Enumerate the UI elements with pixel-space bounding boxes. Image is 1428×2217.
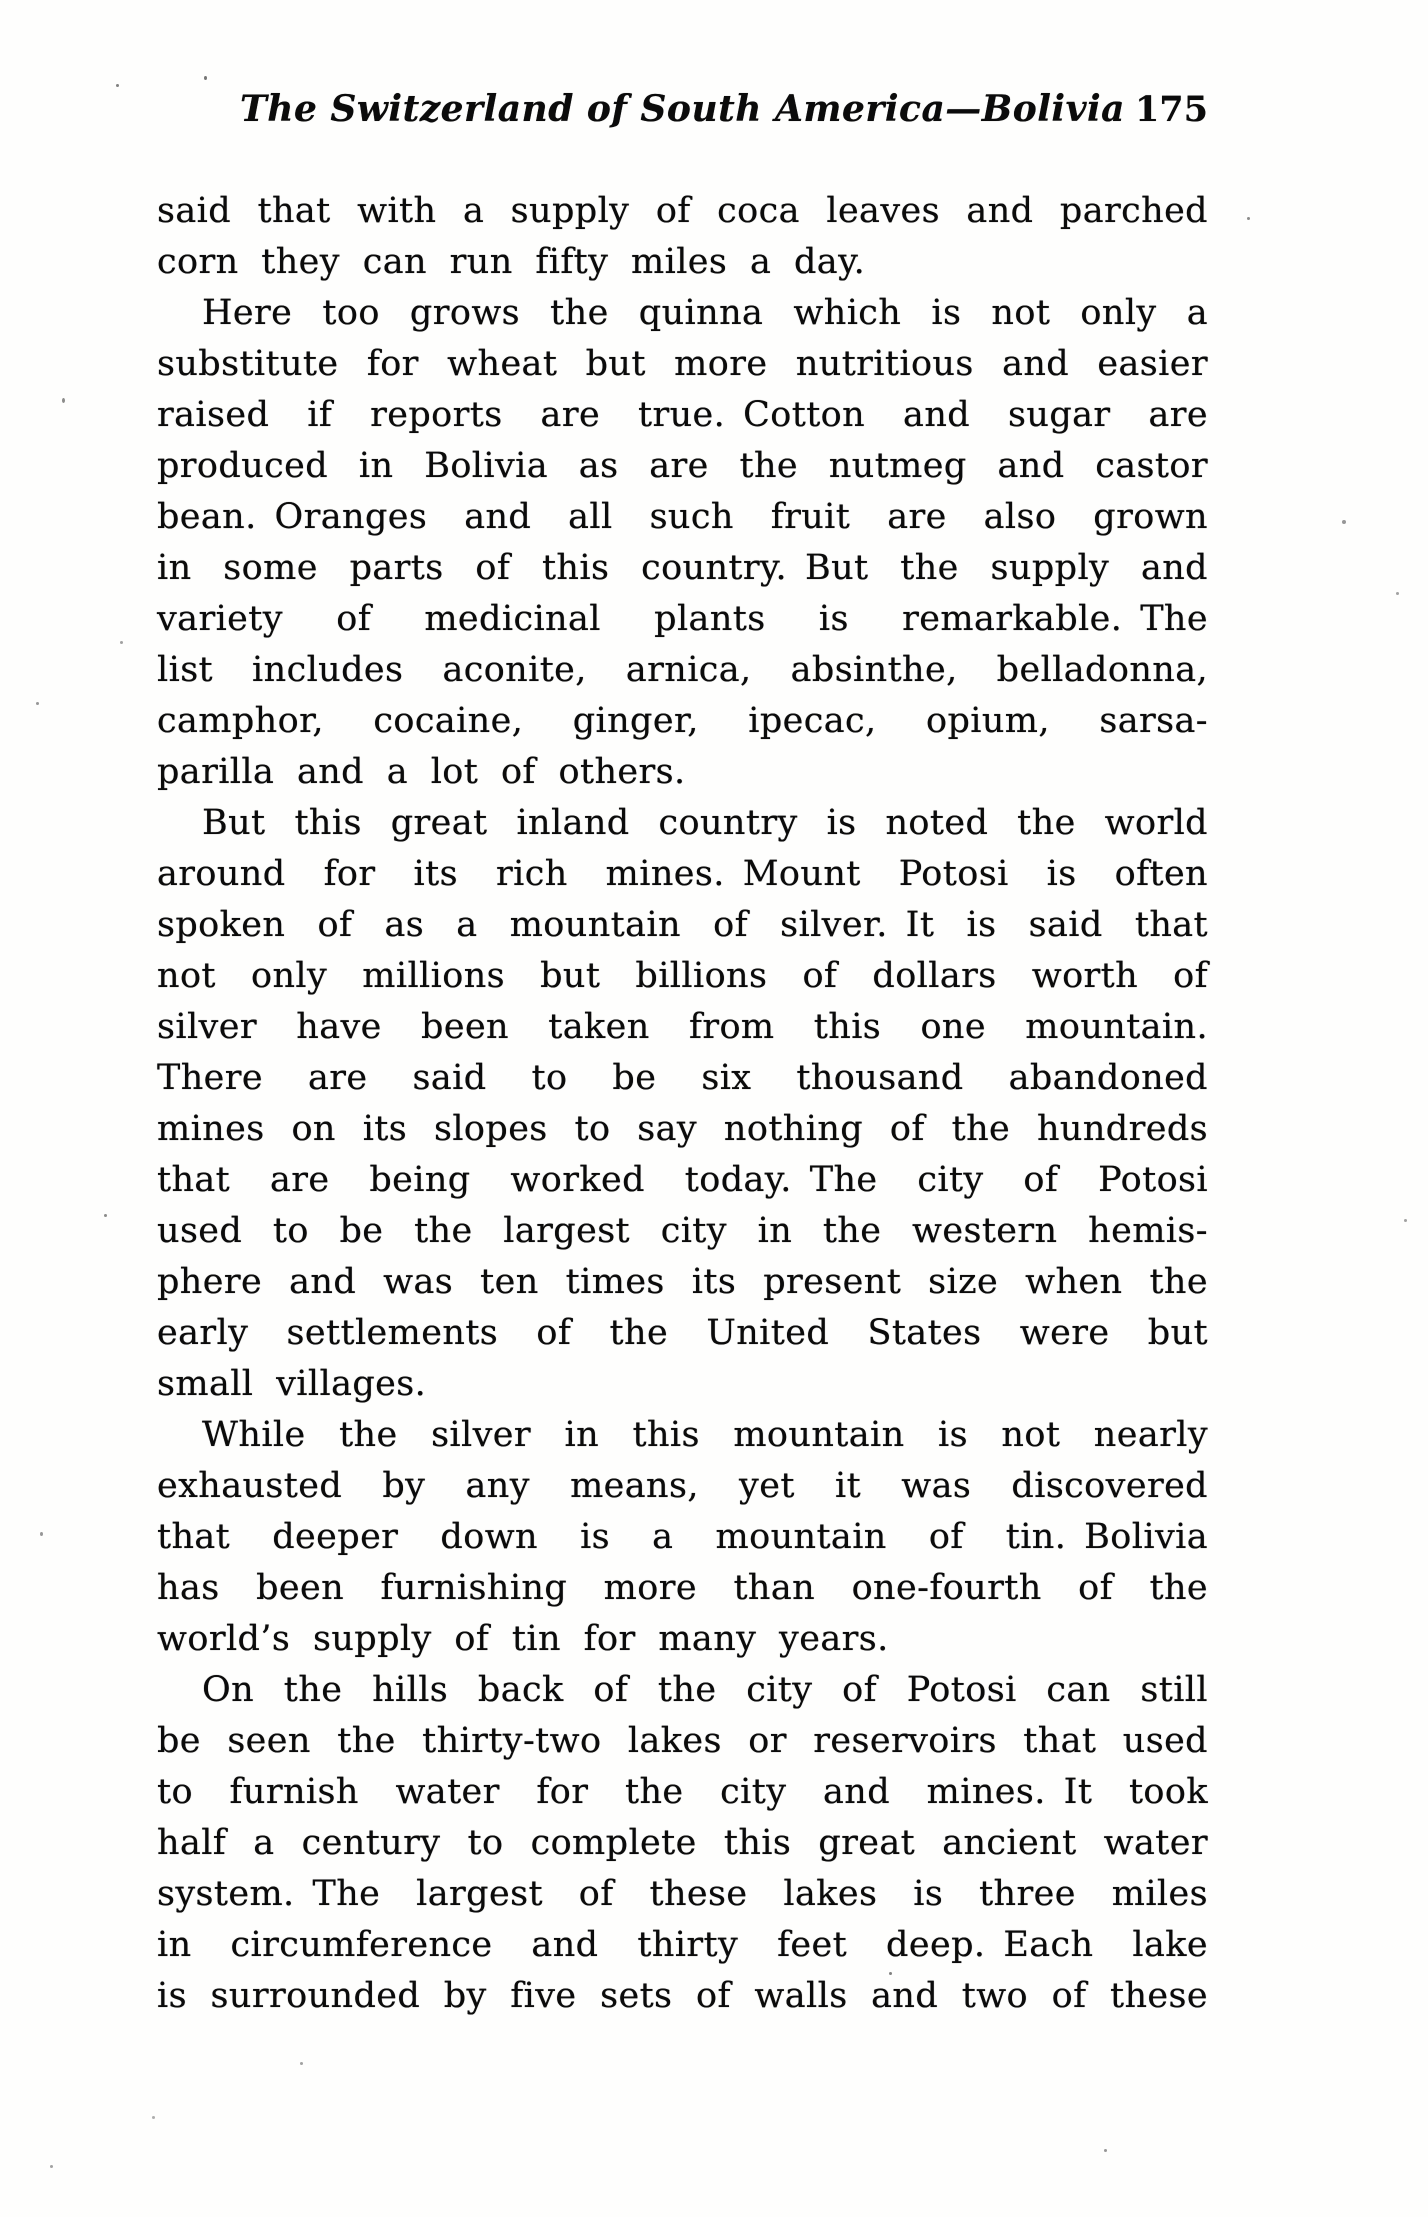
text-line: variety of medicinal plants is remarkable. The [157,599,1208,639]
text-line: There are said to be six thousand abandoned [157,1058,1208,1098]
text-line: has been furnishing more than one-fourth of the [157,1568,1208,1608]
text-line: small villages. [157,1364,427,1404]
text-line: early settlements of the United States were but [157,1313,1208,1353]
text-line: produced in Bolivia as are the nutmeg and castor [157,446,1208,486]
text-line: While the silver in this mountain is not nearly [202,1415,1208,1455]
text-line: camphor, cocaine, ginger, ipecac, opium, sarsa- [157,701,1208,741]
text-line: is surrounded by five sets of walls and two of these [157,1976,1208,2016]
text-line: substitute for wheat but more nutritious and easier [157,344,1208,384]
text-line: corn they can run fifty miles a day. [157,242,866,282]
text-line: raised if reports are true. Cotton and sugar are [157,395,1208,435]
text-line: mines on its slopes to say nothing of the hundreds [157,1109,1208,1149]
text-line: list includes aconite, arnica, absinthe, belladonna, [157,650,1208,690]
page-number: 175 [1134,89,1208,130]
running-head-title: The Switzerland of South America—Bolivia [240,88,1125,130]
text-line: half a century to complete this great ancient water [157,1823,1208,1863]
text-line: system. The largest of these lakes is three miles [157,1874,1208,1914]
text-line: spoken of as a mountain of silver. It is said that [157,905,1208,945]
text-line: silver have been taken from this one mountain. [157,1007,1208,1047]
text-line: in some parts of this country. But the supply and [157,548,1208,588]
text-line: in circumference and thirty feet deep. Each lake [157,1925,1208,1965]
text-line: to furnish water for the city and mines. It took [157,1772,1208,1812]
page-body-text [157,186,1208,2022]
text-line: Here too grows the quinna which is not only a [202,293,1208,333]
page-header [157,88,1208,138]
text-line: that deeper down is a mountain of tin. Bolivia [157,1517,1208,1557]
text-line: used to be the largest city in the western hemis- [157,1211,1208,1251]
text-line: But this great inland country is noted the world [202,803,1208,843]
text-line: phere and was ten times its present size when the [157,1262,1208,1302]
text-line: world’s supply of tin for many years. [157,1619,889,1659]
text-line: exhausted by any means, yet it was discovered [157,1466,1208,1506]
text-line: bean. Oranges and all such fruit are also grown [157,497,1208,537]
text-line: around for its rich mines. Mount Potosi is often [157,854,1208,894]
text-line: not only millions but billions of dollars worth of [157,956,1208,996]
text-line: be seen the thirty-two lakes or reservoirs that used [157,1721,1208,1761]
text-line: said that with a supply of coca leaves and parched [157,191,1208,231]
text-line: parilla and a lot of others. [157,752,686,792]
text-line: On the hills back of the city of Potosi can still [202,1670,1208,1710]
text-line: that are being worked today. The city of Potosi [157,1160,1208,1200]
